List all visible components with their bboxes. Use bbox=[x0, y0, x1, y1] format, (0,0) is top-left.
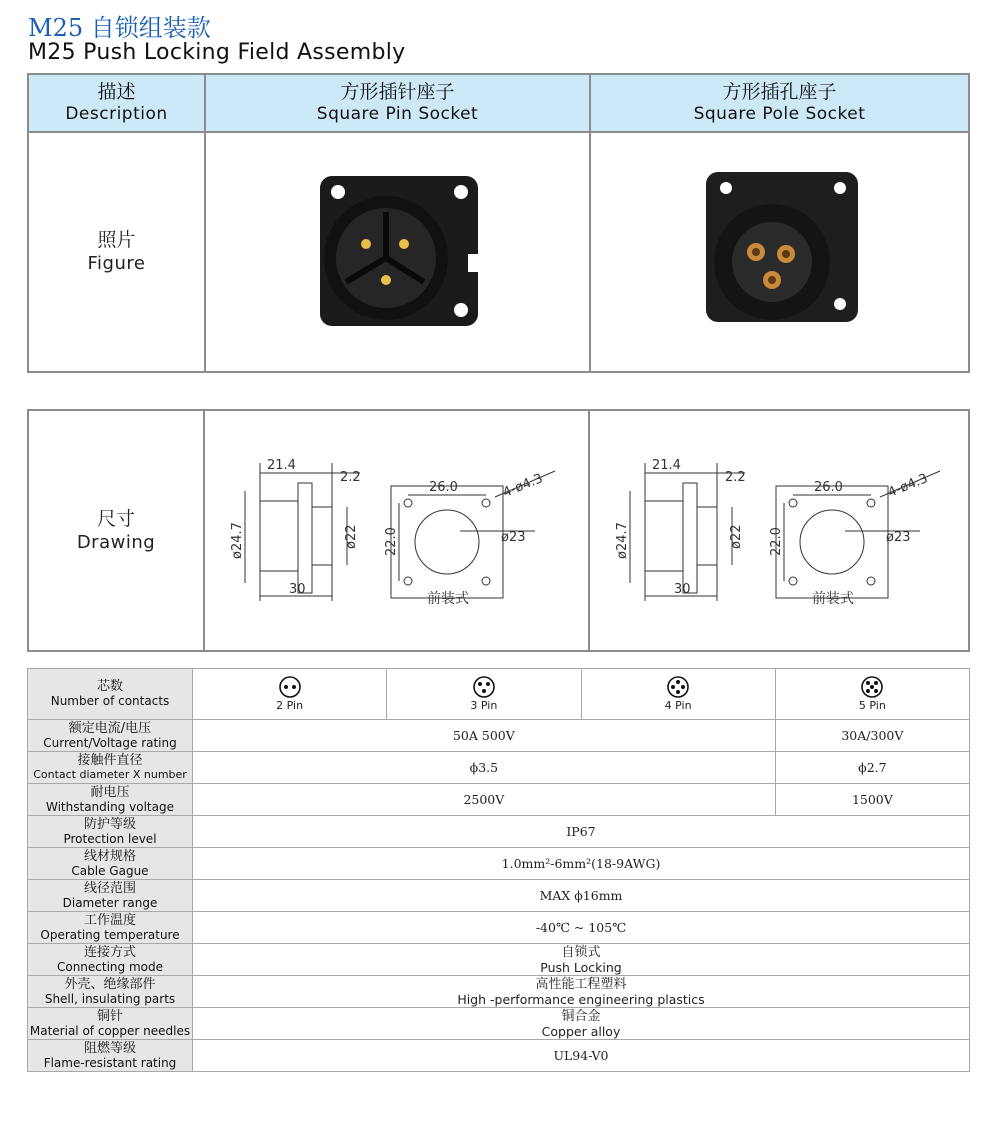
withstand-value-2: 1500V bbox=[775, 784, 969, 816]
rating-value-2: 30A/300V bbox=[775, 720, 969, 752]
withstand-label bbox=[28, 784, 193, 816]
dim-holes: 4-ø4.3 bbox=[500, 471, 546, 501]
table-row bbox=[28, 816, 970, 848]
withstand-label-cn: 耐电压 bbox=[90, 784, 130, 800]
dim-26: 26.0 bbox=[429, 480, 458, 495]
diameter-value-1: ϕ3.5 bbox=[193, 752, 776, 784]
drawing-label-cn: 尺寸 bbox=[96, 507, 135, 530]
copper-label-cn: 铜针 bbox=[96, 1008, 123, 1024]
pin-3-label: 3 Pin bbox=[470, 699, 498, 712]
flame-label-en: Flame-resistant rating bbox=[43, 1055, 177, 1070]
table-row bbox=[28, 784, 970, 816]
dim-30: 30 bbox=[674, 582, 691, 597]
shell-label-cn: 外壳、绝缘部件 bbox=[64, 976, 156, 992]
range-label-en: Diameter range bbox=[62, 895, 158, 910]
table-header bbox=[29, 75, 968, 133]
temp-value: -40℃ ~ 105℃ bbox=[193, 912, 970, 944]
connect-label-en: Connecting mode bbox=[56, 959, 164, 974]
table-row bbox=[28, 944, 970, 976]
header-col-a-cn: 方形插针座子 bbox=[340, 81, 455, 103]
header-col-a-en: Square Pin Socket bbox=[316, 104, 479, 124]
figure-label-en: Figure bbox=[87, 253, 146, 274]
drawing-label bbox=[29, 411, 205, 650]
copper-value-cn: 铜合金 bbox=[561, 1008, 601, 1024]
figure-table bbox=[27, 73, 970, 373]
shell-label-en: Shell, insulating parts bbox=[44, 991, 176, 1006]
pole-socket-drawing bbox=[590, 411, 968, 650]
flame-value: UL94-V0 bbox=[193, 1040, 970, 1072]
dim-21-4: 21.4 bbox=[652, 458, 681, 473]
contacts-label-en: Number of contacts bbox=[50, 694, 170, 708]
drawing-label-en: Drawing bbox=[76, 531, 156, 553]
copper-label-en: Material of copper needles bbox=[29, 1023, 191, 1038]
pin-2-label: 2 Pin bbox=[276, 699, 304, 712]
connect-label-cn: 连接方式 bbox=[83, 944, 136, 960]
copper-value-en: Copper alloy bbox=[541, 1023, 621, 1039]
figure-row bbox=[29, 133, 968, 371]
shell-value-cn: 高性能工程塑料 bbox=[535, 976, 627, 992]
dim-23: ø23 bbox=[501, 530, 526, 545]
shell-value bbox=[193, 976, 970, 1008]
dim-21-4: 21.4 bbox=[267, 458, 296, 473]
pin-3-icon bbox=[473, 676, 495, 698]
header-pole-socket bbox=[591, 75, 968, 131]
table-row bbox=[28, 848, 970, 880]
header-col-b-cn: 方形插孔座子 bbox=[722, 81, 837, 103]
header-desc-cn: 描述 bbox=[97, 81, 136, 103]
pin-4-icon bbox=[667, 676, 689, 698]
dim-24-7: ø24.7 bbox=[615, 522, 630, 559]
protection-label bbox=[28, 816, 193, 848]
drawing-table bbox=[27, 409, 970, 652]
cable-label-cn: 线材规格 bbox=[83, 848, 136, 864]
rating-label-cn: 额定电流/电压 bbox=[68, 720, 152, 736]
protection-label-en: Protection level bbox=[63, 831, 157, 846]
connect-label bbox=[28, 944, 193, 976]
cable-label-en: Cable Gague bbox=[71, 863, 149, 878]
pin-5-icon bbox=[861, 676, 883, 698]
pin-socket-photo bbox=[206, 133, 591, 371]
shell-label bbox=[28, 976, 193, 1008]
dim-2-2: 2.2 bbox=[725, 470, 746, 485]
dim-22-0: 22.0 bbox=[384, 527, 399, 556]
diameter-label-cn: 接触件直径 bbox=[77, 752, 143, 768]
page-title-cn: M25 自锁组装款 bbox=[28, 14, 211, 42]
diameter-label bbox=[28, 752, 193, 784]
cable-value: 1.0mm²-6mm²(18-9AWG) bbox=[193, 848, 970, 880]
dim-23: ø23 bbox=[886, 530, 911, 545]
copper-label bbox=[28, 1008, 193, 1040]
contacts-label-cn: 芯数 bbox=[96, 679, 123, 694]
table-row bbox=[28, 669, 970, 720]
pin-socket-drawing bbox=[205, 411, 590, 650]
front-mount-label: 前装式 bbox=[427, 591, 469, 607]
dim-26: 26.0 bbox=[814, 480, 843, 495]
temp-label-cn: 工作温度 bbox=[83, 912, 136, 928]
withstand-value-1: 2500V bbox=[193, 784, 776, 816]
temp-label-en: Operating temperature bbox=[40, 927, 180, 942]
pin-3-cell bbox=[387, 669, 581, 720]
flame-label-cn: 阻燃等级 bbox=[83, 1040, 136, 1056]
pin-5-cell bbox=[775, 669, 969, 720]
dim-holes: 4-ø4.3 bbox=[885, 471, 931, 501]
dim-24-7: ø24.7 bbox=[230, 522, 245, 559]
protection-label-cn: 防护等级 bbox=[83, 816, 136, 832]
connect-value bbox=[193, 944, 970, 976]
header-description bbox=[29, 75, 206, 131]
pin-2-icon bbox=[279, 676, 301, 698]
range-label bbox=[28, 880, 193, 912]
flame-label bbox=[28, 1040, 193, 1072]
header-pin-socket bbox=[206, 75, 591, 131]
pin-4-label: 4 Pin bbox=[664, 699, 692, 712]
temp-label bbox=[28, 912, 193, 944]
front-mount-label: 前装式 bbox=[812, 591, 854, 607]
range-value: MAX ϕ16mm bbox=[193, 880, 970, 912]
diameter-value-2: ϕ2.7 bbox=[775, 752, 969, 784]
header-col-b-en: Square Pole Socket bbox=[693, 104, 866, 124]
diameter-label-en: Contact diameter X number bbox=[33, 767, 187, 781]
header-desc-en: Description bbox=[65, 104, 168, 124]
dim-2-2: 2.2 bbox=[340, 470, 361, 485]
table-row bbox=[28, 880, 970, 912]
table-row bbox=[28, 1040, 970, 1072]
copper-value bbox=[193, 1008, 970, 1040]
connect-value-en: Push Locking bbox=[540, 959, 622, 975]
pin-2-cell bbox=[193, 669, 387, 720]
figure-label bbox=[29, 133, 206, 371]
rating-label bbox=[28, 720, 193, 752]
dim-30: 30 bbox=[289, 582, 306, 597]
pin-4-cell bbox=[581, 669, 775, 720]
spec-table bbox=[27, 668, 970, 1072]
figure-label-cn: 照片 bbox=[97, 229, 136, 251]
page-title-en: M25 Push Locking Field Assembly bbox=[28, 40, 406, 65]
dim-22: ø22 bbox=[344, 524, 359, 549]
table-row bbox=[28, 752, 970, 784]
cable-label bbox=[28, 848, 193, 880]
shell-value-en: High -performance engineering plastics bbox=[457, 991, 705, 1007]
range-label-cn: 线径范围 bbox=[83, 880, 136, 896]
table-row bbox=[28, 1008, 970, 1040]
rating-label-en: Current/Voltage rating bbox=[43, 735, 177, 750]
table-row bbox=[28, 720, 970, 752]
connect-value-cn: 自锁式 bbox=[561, 944, 601, 960]
withstand-label-en: Withstanding voltage bbox=[46, 799, 174, 814]
pole-socket-photo bbox=[591, 133, 968, 371]
protection-value: IP67 bbox=[193, 816, 970, 848]
table-row bbox=[28, 976, 970, 1008]
dim-22-0: 22.0 bbox=[769, 527, 784, 556]
table-row bbox=[28, 912, 970, 944]
contacts-label bbox=[28, 669, 193, 720]
rating-value-1: 50A 500V bbox=[193, 720, 776, 752]
pin-5-label: 5 Pin bbox=[858, 699, 886, 712]
dim-22: ø22 bbox=[729, 524, 744, 549]
